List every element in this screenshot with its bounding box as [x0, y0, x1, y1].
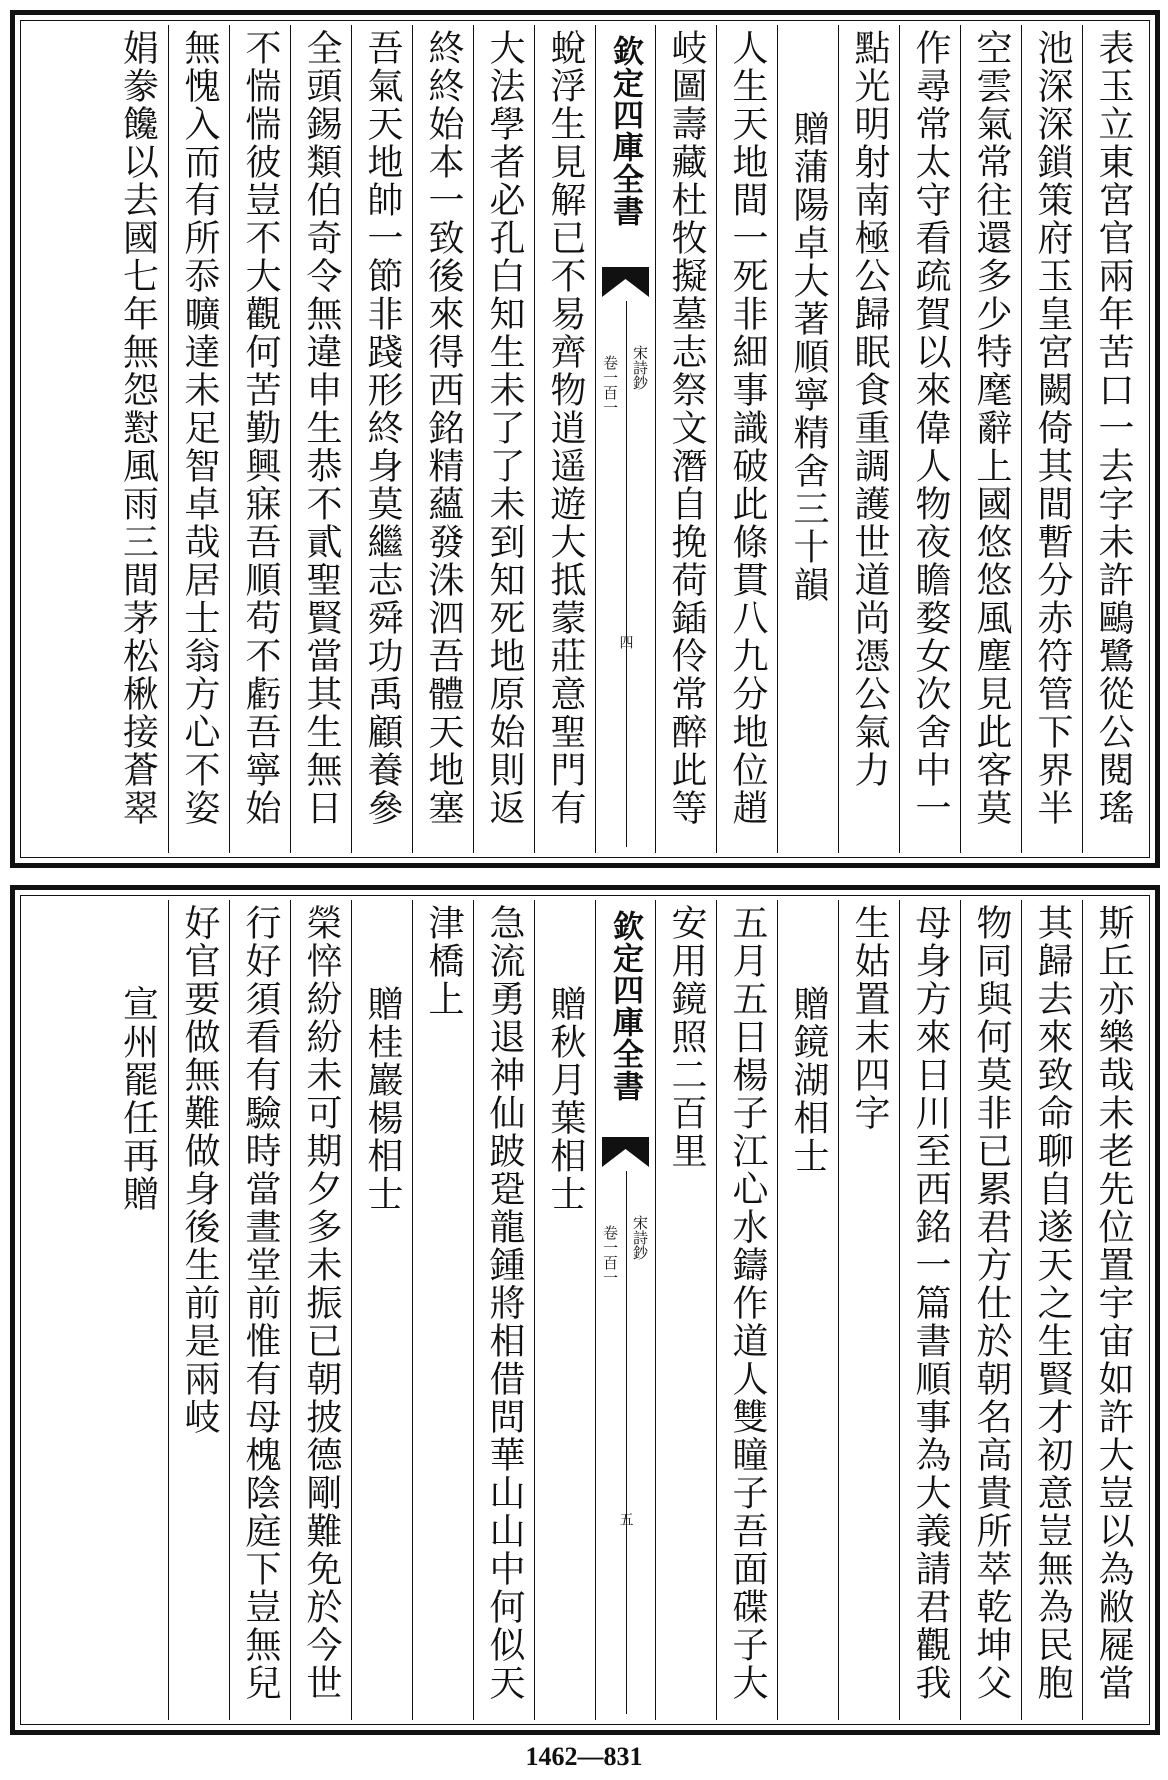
text-column: [1082, 25, 1143, 853]
text-column: [168, 900, 229, 1720]
column-text: 安用鏡照二百里: [666, 904, 707, 1170]
column-text: 不惴惴彼豈不大觀何苦勤興寐吾順苟不虧吾寧始: [240, 29, 281, 827]
folio-number: 四: [617, 635, 634, 649]
center-fold-column: [595, 900, 655, 1720]
column-text: 空雲氣常往還多少特麾辭上國悠悠風塵見此客莫: [971, 29, 1012, 827]
column-text: 吾氣天地帥一節非踐形終身莫繼志舜功禹顧養參: [362, 29, 403, 827]
poem-title: 贈鏡湖相士: [788, 985, 829, 1175]
text-column: [107, 25, 168, 853]
collection-title: 欽定四庫全書: [607, 35, 643, 227]
poem-title-column: [777, 25, 838, 853]
text-column: [229, 25, 290, 853]
text-column: [1082, 900, 1143, 1720]
poem-title: 贈桂巖楊相士: [362, 985, 403, 1213]
poem-title: 宣州罷任再贈: [117, 985, 159, 1213]
text-column: [655, 900, 716, 1720]
text-column: [1021, 900, 1082, 1720]
text-column: [655, 25, 716, 853]
text-column: [838, 25, 899, 853]
book-name: 宋詩鈔: [631, 345, 649, 390]
text-column: [534, 25, 595, 853]
text-column: [899, 25, 960, 853]
page-top: [10, 10, 1160, 868]
column-text: 急流勇退神仙跛跫龍鍾將相借問華山山中何似天: [484, 904, 525, 1702]
text-column: [838, 900, 899, 1720]
text-column: [351, 25, 412, 853]
text-column: [534, 900, 595, 1720]
text-column: [168, 25, 229, 853]
folio-number: 五: [617, 1512, 634, 1526]
column-text: 斯丘亦樂哉未老先位置宇宙如許大豈以為敝屣當: [1093, 904, 1134, 1702]
page-bottom: [10, 885, 1160, 1735]
column-text: 無愧入而有所忝曠達未足智卓哉居士翁方心不姿: [179, 29, 220, 827]
book-name: 宋詩鈔: [631, 1215, 649, 1260]
poem-title-column: [777, 900, 838, 1720]
volume-number: 卷一百一: [601, 355, 619, 415]
column-text: 物同與何莫非已累君方仕於朝名高貴所萃乾坤父: [971, 904, 1012, 1702]
fold-line: [626, 301, 627, 847]
text-column: [229, 900, 290, 1720]
text-column: [716, 25, 777, 853]
text-column: [960, 900, 1021, 1720]
columns-top: [27, 25, 1143, 853]
text-column: [351, 900, 412, 1720]
column-text: 津橋上: [423, 904, 464, 1018]
fish-tail-mark-icon: [602, 265, 649, 299]
column-text: 其歸去來致命聊自遂天之生賢才初意豈無為民胞: [1032, 904, 1073, 1702]
text-column: [412, 900, 473, 1720]
fold-line: [626, 1171, 627, 1714]
page-number-footer: 1462—831: [525, 1742, 643, 1771]
text-column: [473, 25, 534, 853]
column-text: 池深深鎖策府玉皇宮闕倚其間暫分赤符管下界半: [1032, 29, 1073, 827]
column-text: 蛻浮生見解已不易齊物逍遥遊大抵蒙莊意聖門有: [545, 29, 586, 827]
column-text: 人生天地間一死非細事識破此條貫八九分地位趙: [727, 29, 768, 827]
text-column: [412, 25, 473, 853]
column-text: 岐圖壽藏杜牧擬墓志祭文潛自挽荷鍤伶常醉此等: [666, 29, 707, 827]
column-text: 娟豢饞以去國七年無怨懟風雨三間茅松楸接蒼翠: [117, 29, 159, 827]
fish-tail-mark-icon: [602, 1135, 649, 1169]
text-column: [473, 900, 534, 1720]
text-column: [716, 900, 777, 1720]
column-text: 母身方來日川至西銘一篇書順事為大義請君觀我: [910, 904, 951, 1702]
column-text: 作尋常太守看疏賀以來偉人物夜瞻婺女次舍中一: [910, 29, 951, 827]
text-column: [1021, 25, 1082, 853]
center-fold-column: [595, 25, 655, 853]
column-text: 點光明射南極公歸眠食重調護世道尚憑公氣力: [849, 29, 890, 789]
poem-title: 贈秋月葉相士: [545, 985, 586, 1213]
column-text: 好官要做無難做身後生前是兩岐: [179, 904, 220, 1436]
text-column: [290, 25, 351, 853]
column-text: 全頭錫類伯奇令無違申生恭不貳聖賢當其生無日: [301, 29, 342, 827]
column-text: 終終始本一致後來得西銘精蘊發洙泗吾體天地塞: [423, 29, 464, 827]
column-text: 榮悴紛紛未可期夕多未振已朝披德剛難免於今世: [301, 904, 342, 1702]
text-column: [107, 900, 168, 1720]
text-column: [899, 900, 960, 1720]
column-text: 行好須看有驗時當晝堂前惟有母槐陰庭下豈無兒: [240, 904, 281, 1702]
column-text: 五月五日楊子江心水鑄作道人雙瞳子吾面碟子大: [727, 904, 768, 1702]
column-text: 表玉立東宮官兩年苦口一去字未許鷗鷺從公閱瑤: [1093, 29, 1134, 827]
columns-bottom: [27, 900, 1143, 1720]
collection-title: 欽定四庫全書: [607, 910, 643, 1102]
column-text: 大法學者必孔白知生未了了未到知死地原始則返: [484, 29, 525, 827]
text-column: [290, 900, 351, 1720]
text-column: [960, 25, 1021, 853]
poem-title: 贈蒲陽卓大著順寧精舍三十韻: [788, 110, 829, 604]
column-text: 生姑置末四字: [849, 904, 890, 1132]
volume-number: 卷一百一: [601, 1225, 619, 1285]
